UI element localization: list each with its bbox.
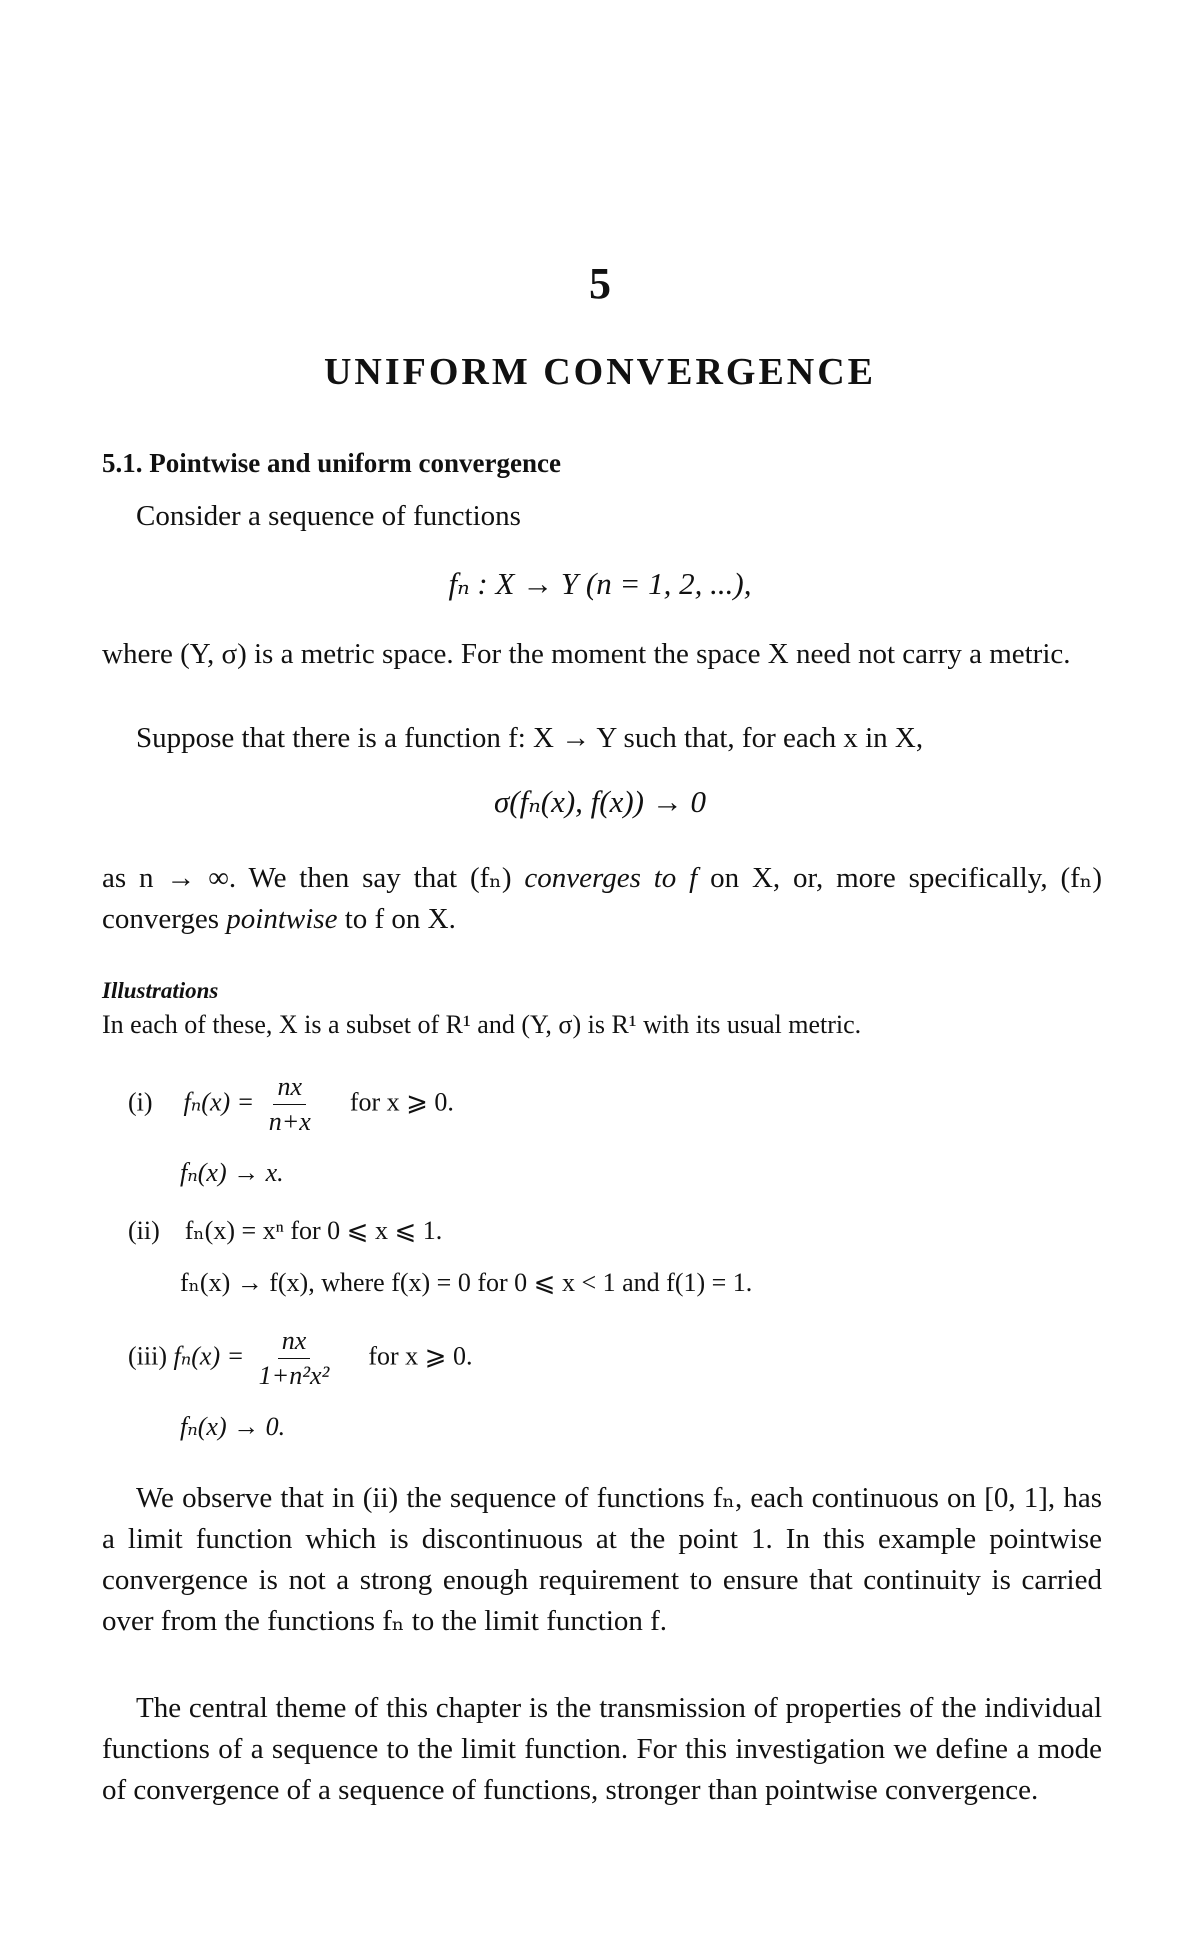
equation-pointwise-limit: σ(fₙ(x), f(x)) → 0 [493, 784, 707, 819]
illustrations-intro: In each of these, X is a subset of R¹ and (Y, σ) is R¹ with its usual metric. [102, 1010, 862, 1039]
illustration-2-limit: fₙ(x) → f(x), where f(x) = 0 for 0 ⩽ x < 1 and f(1) = 1. [180, 1268, 753, 1297]
illustration-3-condition: for x ⩾ 0. [368, 1341, 473, 1371]
definition-text-a: as n → ∞. We then say that (fₙ) [102, 862, 525, 894]
definition-paragraph [102, 858, 1102, 940]
intro-line: Consider a sequence of functions [136, 500, 521, 532]
illustration-1-label: (i) [128, 1087, 153, 1117]
definition-term-converges: converges to f [524, 862, 698, 894]
illustration-1 [128, 1072, 454, 1137]
section-heading: 5.1. Pointwise and uniform convergence [102, 448, 561, 478]
definition-text-c: to f on X. [337, 903, 456, 935]
illustration-2-label: (ii) [128, 1216, 160, 1245]
illustration-1-condition: for x ⩾ 0. [349, 1087, 454, 1117]
illustration-3-denominator: 1+n²x² [258, 1361, 330, 1390]
illustration-3-lhs: fₙ(x) = [173, 1341, 245, 1371]
illustration-3-numerator: nx [278, 1326, 311, 1359]
illustration-3-label: (iii) [128, 1341, 167, 1371]
limit-function-paragraph: Suppose that there is a function f: X → Y such that, for each x in X, [136, 722, 924, 754]
central-theme-paragraph: The central theme of this chapter is the transmission of properties of the individual functions of a sequence to the limit function. For this investigation we define a mode of convergence of a sequence of functions, stronger than pointwise convergence. [102, 1692, 1102, 1806]
illustration-1-numerator: nx [273, 1072, 306, 1105]
illustration-3-fraction [255, 1326, 334, 1391]
illustrations-heading: Illustrations [102, 978, 219, 1003]
metric-space-paragraph: where (Y, σ) is a metric space. For the moment the space X need not carry a metric. [102, 638, 1071, 670]
definition-text-b: on X, or, more specifically, (fₙ) converges [102, 862, 1102, 935]
illustration-1-fraction [265, 1072, 315, 1137]
illustration-1-limit: fₙ(x) → x. [180, 1158, 284, 1187]
observation-paragraph: We observe that in (ii) the sequence of functions fₙ, each continuous on [0, 1], has a limit function which is discontinuous at the point 1. In this example pointwise convergence is not a strong enough requirement to ensure that continuity is carried over from the functions fₙ to the limit function f. [102, 1482, 1102, 1637]
equation-sequence: fₙ : X → Y (n = 1, 2, ...), [448, 566, 752, 601]
chapter-title: UNIFORM CONVERGENCE [323, 351, 877, 393]
illustration-2 [128, 1216, 442, 1246]
illustration-1-lhs: fₙ(x) = [183, 1087, 255, 1117]
illustration-3 [128, 1326, 472, 1391]
chapter-number: 5 [589, 259, 611, 308]
illustration-1-denominator: n+x [268, 1107, 311, 1136]
illustration-2-definition: fₙ(x) = xⁿ for 0 ⩽ x ⩽ 1. [184, 1216, 443, 1245]
definition-term-pointwise: pointwise [226, 903, 338, 935]
illustration-3-limit: fₙ(x) → 0. [180, 1412, 286, 1441]
